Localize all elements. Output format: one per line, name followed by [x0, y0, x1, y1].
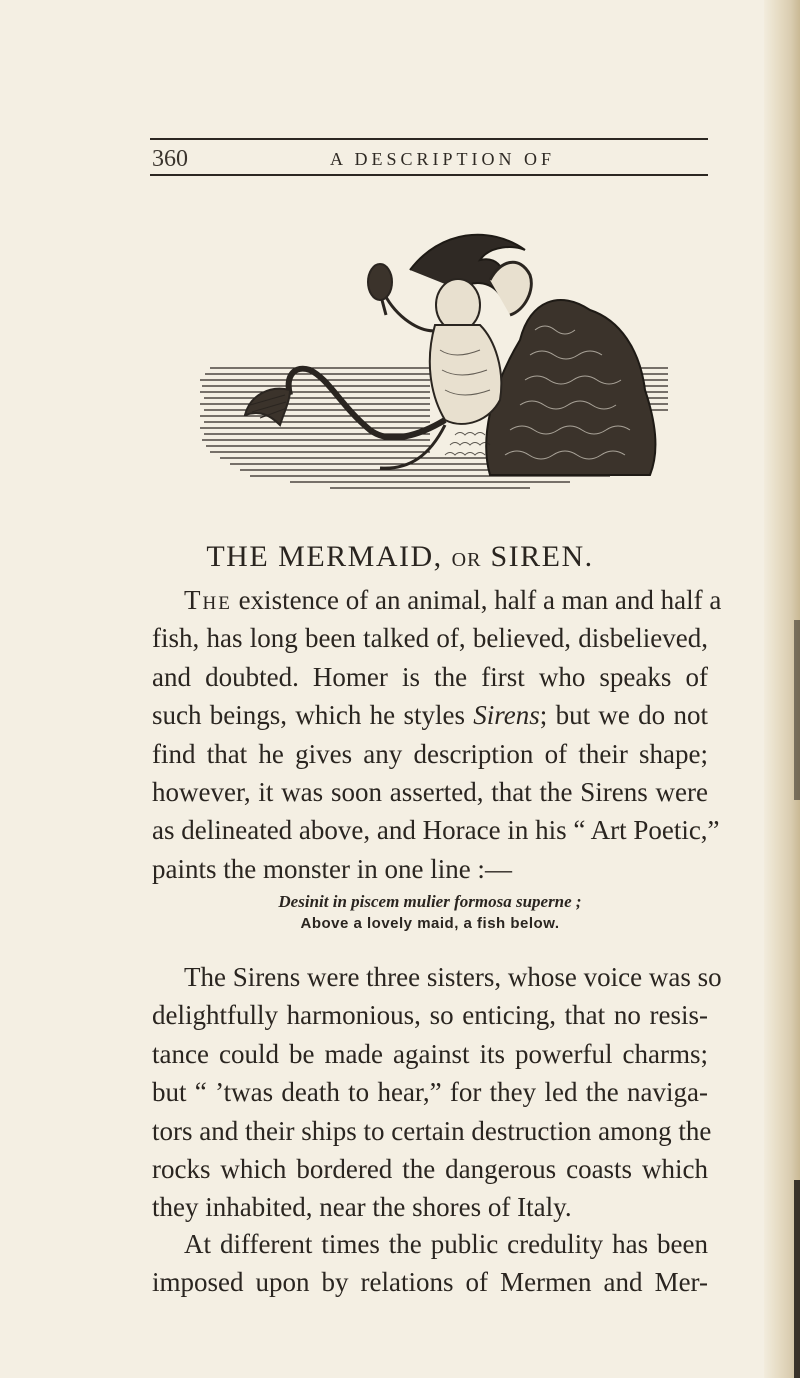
- page-number: 360: [152, 146, 188, 172]
- text-line: At different times the public credulity has been: [184, 1229, 708, 1259]
- caption-or: OR: [451, 549, 482, 571]
- mermaid-illustration: [190, 220, 670, 520]
- running-head: A DESCRIPTION OF: [330, 149, 556, 169]
- header-rule-top: [150, 138, 708, 140]
- text-line: they inhabited, near the shores of Italy.: [152, 1192, 572, 1223]
- paragraph-3: [152, 1225, 708, 1302]
- text-line: such beings, which he styles Sirens; but we do not: [152, 700, 708, 731]
- text-line: and doubted. Homer is the first who speaks of: [152, 661, 708, 692]
- binding-shadow: [794, 1180, 800, 1378]
- english-translation: Above a lovely maid, a fish below.: [300, 915, 560, 932]
- text-line: rocks which bordered the dangerous coasts which: [152, 1154, 708, 1185]
- latin-verse: Desinit in piscem mulier formosa superne ;: [278, 892, 582, 911]
- text-line: however, it was soon asserted, that the Sirens were: [152, 777, 708, 808]
- caption-title: THE MERMAID,: [206, 540, 443, 573]
- text-line: paints the monster in one line :—: [152, 853, 512, 884]
- page-header: [150, 138, 708, 178]
- paragraph-1: [152, 581, 722, 884]
- verse-quotation: [160, 891, 700, 935]
- illustration-caption: [150, 540, 650, 574]
- text-line: The existence of an animal, half a man and half a: [184, 585, 722, 615]
- text-line: find that he gives any description of their shape;: [152, 738, 708, 769]
- text-line: tors and their ships to certain destruction among the: [152, 1115, 712, 1146]
- text-line: delightfully harmonious, so enticing, that no resis-: [152, 1000, 708, 1031]
- header-rule-bottom: [150, 174, 708, 176]
- text-line: tance could be made against its powerful charms;: [152, 1038, 708, 1069]
- paragraph-2: [152, 958, 722, 1227]
- text-line: The Sirens were three sisters, whose voice was so: [184, 962, 722, 992]
- italic-term: Sirens: [473, 700, 540, 731]
- binding-shadow: [794, 620, 800, 800]
- caption-end: SIREN.: [490, 540, 594, 573]
- text-line: fish, has long been talked of, believed, disbelieved,: [152, 623, 708, 654]
- drop-smallcaps: The: [184, 585, 232, 615]
- text-line: as delineated above, and Horace in his “ Art Poetic,”: [152, 815, 720, 846]
- text-line: but “ ’twas death to hear,” for they led the naviga-: [152, 1077, 708, 1108]
- text-line: imposed upon by relations of Mermen and Mer-: [152, 1267, 708, 1298]
